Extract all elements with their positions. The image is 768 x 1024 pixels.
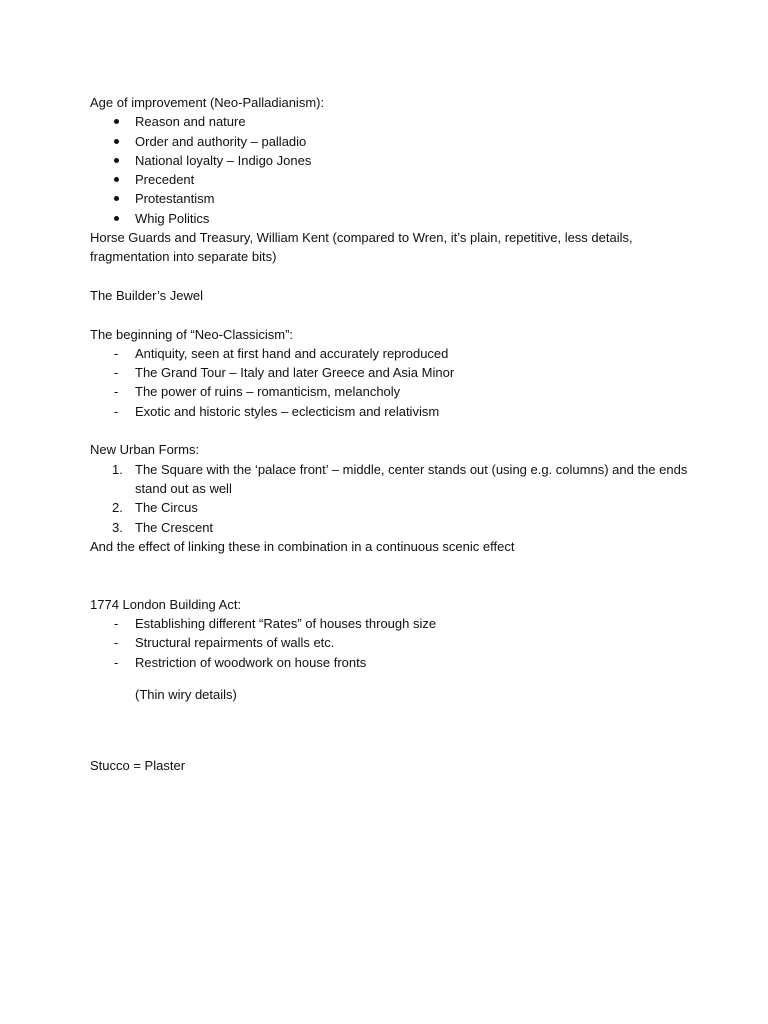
list-item: Reason and nature bbox=[90, 112, 690, 131]
dash-marker: - bbox=[114, 635, 119, 651]
dash-marker: - bbox=[114, 654, 119, 670]
spacer bbox=[90, 421, 690, 440]
list-item: - Structural repairments of walls etc. bbox=[90, 633, 690, 652]
document-body bbox=[90, 93, 690, 775]
list-item: 3. The Crescent bbox=[90, 518, 690, 537]
bullet-list-palladianism bbox=[90, 112, 690, 228]
list-number: 2. bbox=[112, 500, 123, 516]
list-item: - The power of ruins – romanticism, melancholy bbox=[90, 382, 690, 401]
list-item: 1. The Square with the ‘palace front’ – middle, center stands out (using e.g. columns) and the ends stand out as well bbox=[112, 461, 688, 496]
section-heading-urban-forms: New Urban Forms: bbox=[90, 442, 200, 458]
list-item: Whig Politics bbox=[90, 209, 690, 228]
list-item: - Establishing different “Rates” of houses through size bbox=[90, 614, 690, 633]
spacer bbox=[90, 267, 690, 286]
builders-jewel-line: The Builder’s Jewel bbox=[90, 287, 203, 303]
bullet-icon bbox=[114, 119, 119, 124]
linking-effect-line: And the effect of linking these in combination in a continuous scenic effect bbox=[90, 538, 515, 554]
spacer bbox=[90, 575, 690, 594]
thin-details-note: (Thin wiry details) bbox=[135, 686, 237, 702]
bullet-icon bbox=[114, 177, 119, 182]
list-item: - The Grand Tour – Italy and later Greece and Asia Minor bbox=[90, 363, 690, 382]
dash-marker: - bbox=[114, 345, 119, 361]
list-item: National loyalty – Indigo Jones bbox=[90, 151, 690, 170]
stucco-line: Stucco = Plaster bbox=[90, 757, 186, 773]
dash-marker: - bbox=[114, 403, 119, 419]
list-item: Order and authority – palladio bbox=[90, 132, 690, 151]
list-item: - Antiquity, seen at first hand and accurately reproduced bbox=[90, 344, 690, 363]
spacer bbox=[90, 717, 690, 736]
section-heading-building-act: 1774 London Building Act: bbox=[90, 596, 242, 612]
numbered-list-urban-forms bbox=[90, 460, 690, 537]
bullet-icon bbox=[114, 216, 119, 221]
list-item: Protestantism bbox=[90, 189, 690, 208]
list-number: 3. bbox=[112, 519, 123, 535]
spacer bbox=[90, 305, 690, 324]
spacer bbox=[90, 737, 690, 756]
dash-marker: - bbox=[114, 365, 119, 381]
horse-guards-paragraph: Horse Guards and Treasury, William Kent (compared to Wren, it’s plain, repetitive, less details, fragmentation into separate bits) bbox=[90, 230, 633, 265]
bullet-icon bbox=[114, 158, 119, 163]
bullet-icon bbox=[114, 196, 119, 201]
list-item: Precedent bbox=[90, 170, 690, 189]
section-heading-palladianism: Age of improvement (Neo-Palladianism): bbox=[90, 95, 325, 110]
dash-marker: - bbox=[114, 616, 119, 632]
list-item: 2. The Circus bbox=[90, 498, 690, 517]
dash-list-neoclassicism bbox=[90, 344, 690, 421]
list-number: 1. bbox=[112, 461, 123, 477]
list-item: - Restriction of woodwork on house fronts bbox=[90, 653, 690, 672]
list-item: - Exotic and historic styles – eclecticism and relativism bbox=[90, 402, 690, 421]
dash-list-building-act bbox=[90, 614, 690, 672]
bullet-icon bbox=[114, 139, 119, 144]
dash-marker: - bbox=[114, 384, 119, 400]
section-heading-neoclassicism: The beginning of “Neo-Classicism”: bbox=[90, 326, 294, 342]
spacer bbox=[90, 556, 690, 575]
